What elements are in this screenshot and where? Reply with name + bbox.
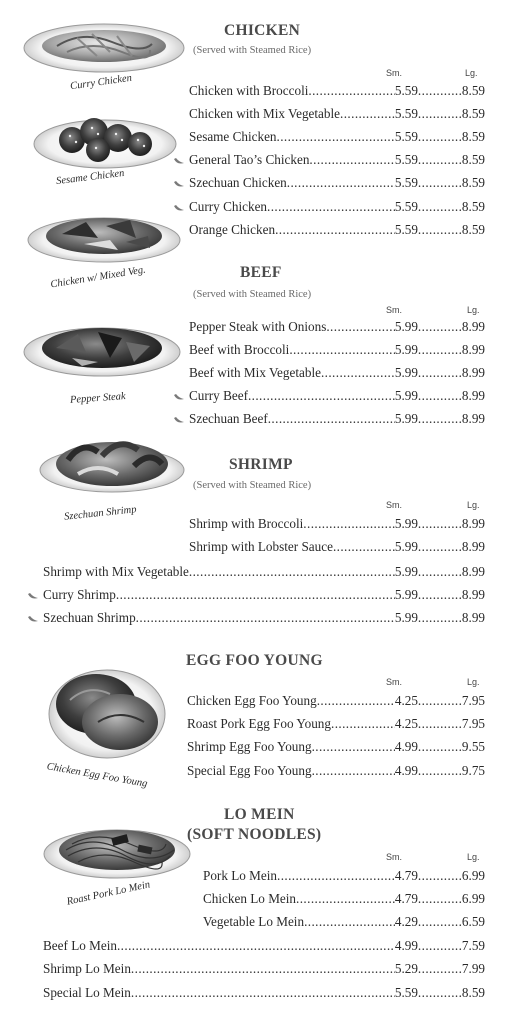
large-price: 9.55 (461, 739, 485, 754)
small-price: 5.99 (394, 587, 418, 602)
item-name: Szechuan Chicken (189, 175, 287, 190)
egg-foo-young-section-title: EGG FOO YOUNG (186, 652, 323, 669)
menu-item (189, 319, 485, 339)
hot-pepper-icon (173, 180, 185, 188)
menu-item (43, 610, 485, 630)
lo-mein-section-title: LO MEIN (224, 806, 295, 823)
item-name: Chicken Egg Foo Young (187, 693, 317, 708)
item-name: Vegetable Lo Mein (203, 914, 305, 929)
menu-item (187, 716, 485, 736)
item-name: Orange Chicken (189, 222, 276, 237)
small-price: 5.99 (394, 388, 418, 403)
small-price: 4.99 (394, 739, 418, 754)
small-price: 5.99 (394, 319, 418, 334)
menu-item (203, 868, 485, 888)
small-price: 5.59 (394, 129, 418, 144)
small-price: 4.29 (394, 914, 418, 929)
large-price: 9.75 (461, 763, 485, 778)
large-price: 7.95 (461, 693, 485, 708)
roast-pork-lo-mein-caption: Roast Pork Lo Mein (65, 879, 152, 908)
hot-pepper-icon (173, 204, 185, 212)
chicken-mixed-veg-photo (26, 208, 182, 264)
curry-chicken-photo (22, 22, 186, 74)
item-name: Szechuan Beef (189, 411, 268, 426)
hot-pepper-icon (173, 393, 185, 401)
small-price: 4.79 (394, 868, 418, 883)
beef-large-header: Lg. (467, 305, 480, 315)
chicken-small-header: Sm. (386, 68, 403, 78)
large-price: 8.99 (461, 610, 485, 625)
shrimp-small-header: Sm. (386, 500, 403, 510)
menu-item (43, 564, 485, 584)
chicken-section-subtitle: (Served with Steamed Rice) (193, 45, 312, 56)
item-name: Szechuan Shrimp (43, 610, 136, 625)
item-name: General Tao’s Chicken (189, 152, 310, 167)
small-price: 5.99 (394, 411, 418, 426)
menu-item (189, 411, 485, 431)
szechuan-shrimp-photo (38, 430, 186, 496)
item-name: Shrimp with Lobster Sauce (189, 539, 333, 554)
large-price: 8.59 (461, 152, 485, 167)
item-name: Sesame Chicken (189, 129, 277, 144)
chicken-section-title: CHICKEN (224, 22, 301, 39)
egg-foo-young-small-header: Sm. (386, 677, 403, 687)
item-name: Special Lo Mein (43, 985, 131, 1000)
menu-item (189, 175, 485, 195)
menu-item (189, 129, 485, 149)
egg-foo-young-photo (48, 664, 166, 760)
large-price: 8.59 (461, 83, 485, 98)
small-price: 5.99 (394, 539, 418, 554)
large-price: 8.59 (461, 985, 485, 1000)
item-name: Chicken with Broccoli (189, 83, 309, 98)
item-name: Curry Beef (189, 388, 248, 403)
menu-item (43, 985, 485, 1005)
hot-pepper-icon (27, 615, 39, 623)
small-price: 5.29 (394, 961, 418, 976)
item-name: Chicken with Mix Vegetable (189, 106, 341, 121)
sesame-chicken-photo (32, 110, 178, 170)
menu-item (203, 891, 485, 911)
beef-section-title: BEEF (240, 264, 282, 281)
small-price: 4.25 (394, 693, 418, 708)
chicken-large-header: Lg. (465, 68, 478, 78)
chicken-mixed-veg-caption: Chicken w/ Mixed Veg. (49, 264, 147, 291)
large-price: 6.59 (461, 914, 485, 929)
pepper-steak-photo (22, 318, 182, 378)
large-price: 7.99 (461, 961, 485, 976)
menu-item (203, 914, 485, 934)
large-price: 8.59 (461, 199, 485, 214)
menu-item (189, 516, 485, 536)
item-name: Shrimp with Mix Vegetable (43, 564, 189, 579)
lo-mein-small-header: Sm. (386, 852, 403, 862)
small-price: 5.59 (394, 199, 418, 214)
menu-item (189, 539, 485, 559)
hot-pepper-icon (173, 416, 185, 424)
menu-item (189, 342, 485, 362)
menu-item (187, 693, 485, 713)
large-price: 8.59 (461, 106, 485, 121)
menu-item (187, 763, 485, 783)
large-price: 8.59 (461, 129, 485, 144)
item-name: Shrimp Lo Mein (43, 961, 131, 976)
item-name: Shrimp with Broccoli (189, 516, 304, 531)
menu-item (189, 388, 485, 408)
small-price: 4.79 (394, 891, 418, 906)
menu-item (189, 222, 485, 242)
item-name: Roast Pork Egg Foo Young (187, 716, 331, 731)
large-price: 7.95 (461, 716, 485, 731)
small-price: 4.99 (394, 938, 418, 953)
small-price: 5.59 (394, 106, 418, 121)
small-price: 5.59 (394, 985, 418, 1000)
small-price: 5.99 (394, 610, 418, 625)
roast-pork-lo-mein-photo (42, 816, 192, 882)
large-price: 8.99 (461, 411, 485, 426)
item-name: Pepper Steak with Onions (189, 319, 327, 334)
large-price: 8.99 (461, 587, 485, 602)
sesame-chicken-caption: Sesame Chicken (55, 167, 125, 188)
item-name: Pork Lo Mein (203, 868, 277, 883)
item-name: Beef with Broccoli (189, 342, 290, 357)
menu-item (189, 106, 485, 126)
item-name: Beef Lo Mein (43, 938, 117, 953)
small-price: 5.99 (394, 342, 418, 357)
hot-pepper-icon (173, 157, 185, 165)
large-price: 8.99 (461, 365, 485, 380)
large-price: 7.59 (461, 938, 485, 953)
beef-small-header: Sm. (386, 305, 403, 315)
hot-pepper-icon (27, 592, 39, 600)
small-price: 4.25 (394, 716, 418, 731)
large-price: 8.99 (461, 539, 485, 554)
beef-section-subtitle: (Served with Steamed Rice) (193, 289, 312, 300)
small-price: 5.99 (394, 365, 418, 380)
large-price: 8.59 (461, 175, 485, 190)
large-price: 6.99 (461, 868, 485, 883)
menu-item (43, 938, 485, 958)
menu-item (43, 961, 485, 981)
pepper-steak-caption: Pepper Steak (69, 391, 127, 406)
menu-item (189, 199, 485, 219)
shrimp-section-title: SHRIMP (229, 456, 293, 473)
menu-item (189, 83, 485, 103)
menu-item (189, 365, 485, 385)
item-name: Curry Chicken (189, 199, 268, 214)
menu-item (189, 152, 485, 172)
large-price: 8.99 (461, 319, 485, 334)
small-price: 4.99 (394, 763, 418, 778)
small-price: 5.59 (394, 175, 418, 190)
small-price: 5.99 (394, 564, 418, 579)
item-name: Special Egg Foo Young (187, 763, 312, 778)
item-name: Beef with Mix Vegetable (189, 365, 321, 380)
small-price: 5.99 (394, 516, 418, 531)
item-name: Curry Shrimp (43, 587, 116, 602)
large-price: 8.99 (461, 342, 485, 357)
small-price: 5.59 (394, 152, 418, 167)
large-price: 8.99 (461, 516, 485, 531)
shrimp-large-header: Lg. (467, 500, 480, 510)
item-name: Chicken Lo Mein (203, 891, 297, 906)
shrimp-section-subtitle: (Served with Steamed Rice) (193, 480, 312, 491)
large-price: 6.99 (461, 891, 485, 906)
lo-mein-section-subtitle: (SOFT NOODLES) (187, 826, 322, 843)
curry-chicken-caption: Curry Chicken (69, 72, 133, 93)
szechuan-shrimp-caption: Szechuan Shrimp (63, 504, 138, 523)
small-price: 5.59 (394, 222, 418, 237)
small-price: 5.59 (394, 83, 418, 98)
menu-item (187, 739, 485, 759)
lo-mein-large-header: Lg. (467, 852, 480, 862)
menu-item (43, 587, 485, 607)
item-name: Shrimp Egg Foo Young (187, 739, 312, 754)
large-price: 8.99 (461, 564, 485, 579)
egg-foo-young-large-header: Lg. (467, 677, 480, 687)
egg-foo-young-caption: Chicken Egg Foo Young (45, 761, 149, 790)
large-price: 8.99 (461, 388, 485, 403)
large-price: 8.59 (461, 222, 485, 237)
